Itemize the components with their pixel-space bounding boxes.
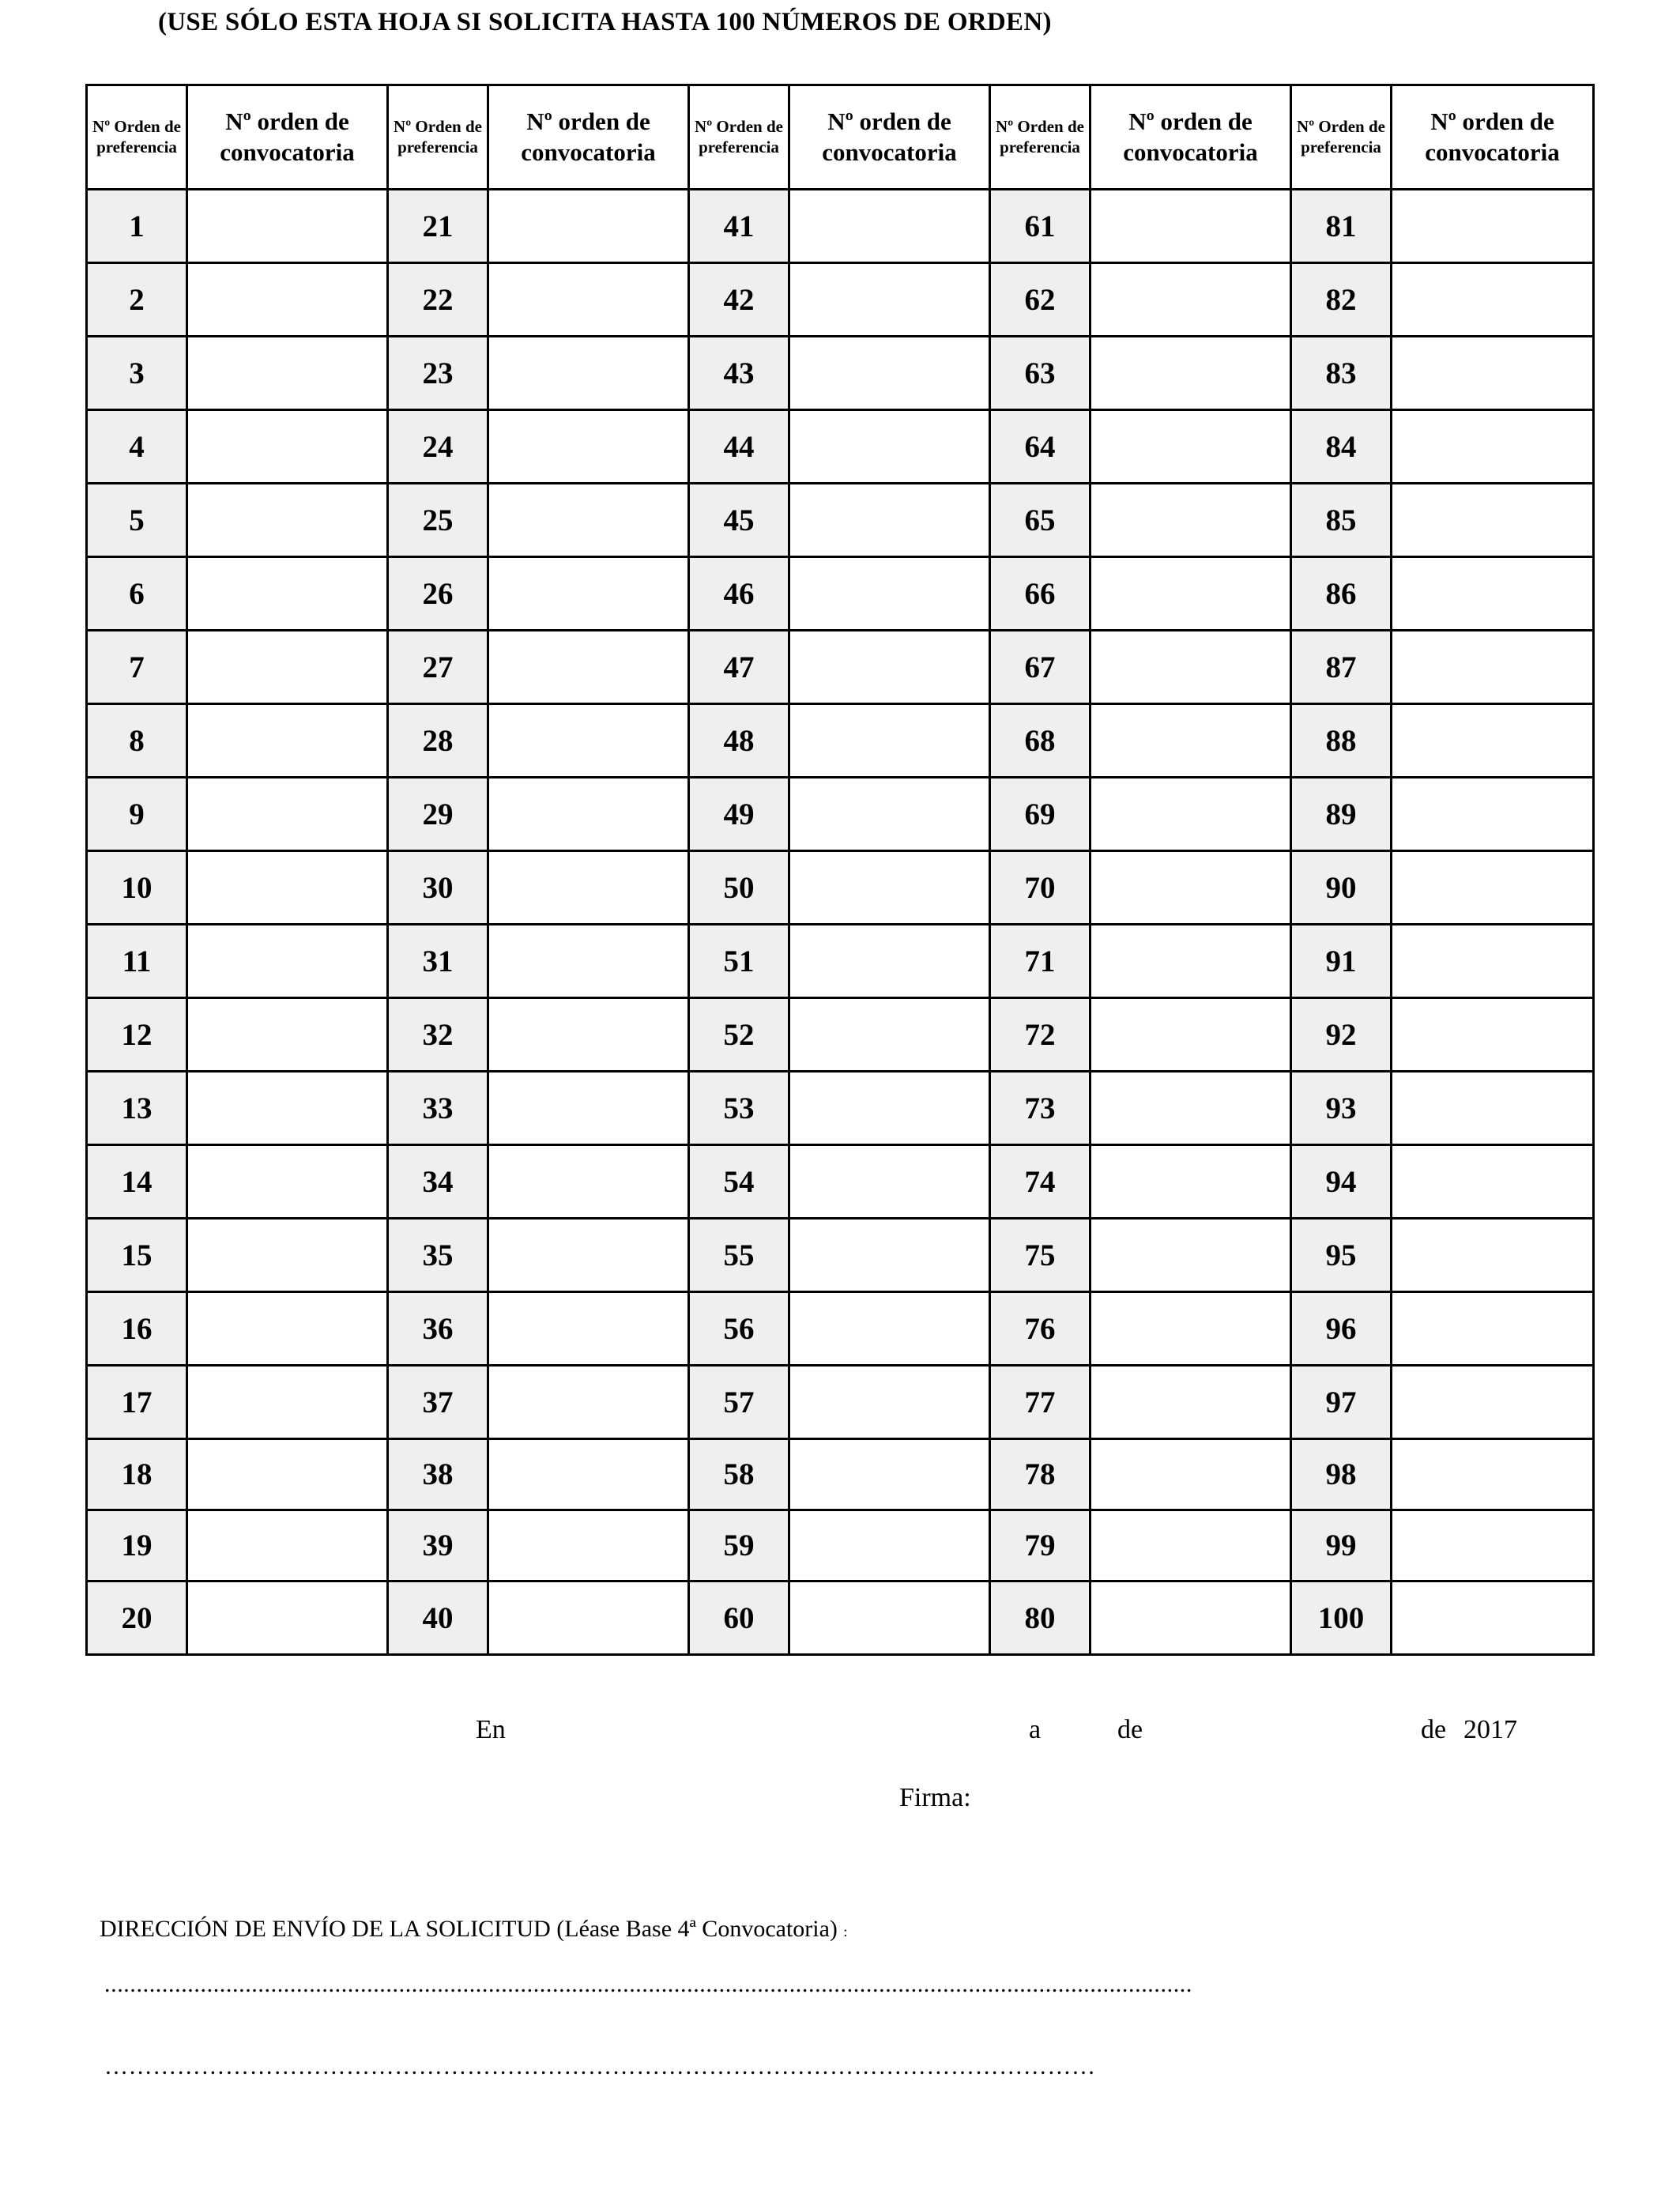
year-value: 2017 xyxy=(1463,1715,1517,1744)
convocatoria-entry-field[interactable] xyxy=(1392,925,1594,998)
preference-number: 47 xyxy=(689,631,789,704)
preference-number: 78 xyxy=(990,1439,1090,1510)
convocatoria-entry-field[interactable] xyxy=(789,190,990,263)
preference-number: 22 xyxy=(388,263,488,337)
preference-number: 12 xyxy=(87,998,187,1072)
place-label: En xyxy=(476,1715,506,1744)
convocatoria-entry-field[interactable] xyxy=(488,1072,689,1145)
convocatoria-entry-field[interactable] xyxy=(1392,704,1594,778)
preference-number: 49 xyxy=(689,778,789,851)
convocatoria-entry-field[interactable] xyxy=(187,851,388,925)
preference-number: 84 xyxy=(1291,410,1392,484)
preference-number: 16 xyxy=(87,1292,187,1366)
header-preference-order: Nº Orden de preferencia xyxy=(1291,85,1392,190)
convocatoria-entry-field[interactable] xyxy=(1392,631,1594,704)
header-convocatoria-order: Nº orden de convocatoria xyxy=(1392,85,1594,190)
preference-number: 60 xyxy=(689,1581,789,1655)
preference-number: 64 xyxy=(990,410,1090,484)
convocatoria-entry-field[interactable] xyxy=(488,484,689,557)
convocatoria-entry-field[interactable] xyxy=(789,263,990,337)
table-row xyxy=(87,998,1594,1072)
preference-number: 44 xyxy=(689,410,789,484)
preference-number: 56 xyxy=(689,1292,789,1366)
preference-number: 94 xyxy=(1291,1145,1392,1219)
convocatoria-entry-field[interactable] xyxy=(1090,631,1291,704)
convocatoria-entry-field[interactable] xyxy=(789,778,990,851)
convocatoria-entry-field[interactable] xyxy=(1090,1292,1291,1366)
convocatoria-entry-field[interactable] xyxy=(187,263,388,337)
preference-number: 40 xyxy=(388,1581,488,1655)
header-preference-order: Nº Orden de preferencia xyxy=(87,85,187,190)
convocatoria-entry-field[interactable] xyxy=(1392,1581,1594,1655)
preference-number: 14 xyxy=(87,1145,187,1219)
table-row xyxy=(87,925,1594,998)
convocatoria-entry-field[interactable] xyxy=(488,190,689,263)
preference-number: 17 xyxy=(87,1366,187,1439)
preference-number: 8 xyxy=(87,704,187,778)
convocatoria-entry-field[interactable] xyxy=(1392,1292,1594,1366)
convocatoria-entry-field[interactable] xyxy=(1392,1219,1594,1292)
table-row xyxy=(87,1510,1594,1581)
preference-number: 33 xyxy=(388,1072,488,1145)
preference-number: 88 xyxy=(1291,704,1392,778)
convocatoria-entry-field[interactable] xyxy=(187,704,388,778)
convocatoria-entry-field[interactable] xyxy=(789,1219,990,1292)
convocatoria-entry-field[interactable] xyxy=(1090,998,1291,1072)
table-row xyxy=(87,263,1594,337)
preference-number: 73 xyxy=(990,1072,1090,1145)
convocatoria-entry-field[interactable] xyxy=(789,337,990,410)
preference-number: 46 xyxy=(689,557,789,631)
preference-number: 48 xyxy=(689,704,789,778)
convocatoria-entry-field[interactable] xyxy=(187,484,388,557)
convocatoria-entry-field[interactable] xyxy=(187,925,388,998)
address-label-colon: : xyxy=(843,1924,848,1940)
header-convocatoria-order: Nº orden de convocatoria xyxy=(187,85,388,190)
convocatoria-entry-field[interactable] xyxy=(1392,1439,1594,1510)
convocatoria-entry-field[interactable] xyxy=(789,631,990,704)
table-header-row xyxy=(87,85,1594,190)
preference-number: 28 xyxy=(388,704,488,778)
table-row xyxy=(87,1072,1594,1145)
preference-number: 80 xyxy=(990,1581,1090,1655)
preference-number: 91 xyxy=(1291,925,1392,998)
header-preference-order: Nº Orden de preferencia xyxy=(388,85,488,190)
preference-number: 10 xyxy=(87,851,187,925)
preference-number: 79 xyxy=(990,1510,1090,1581)
convocatoria-entry-field[interactable] xyxy=(789,1072,990,1145)
preference-number: 90 xyxy=(1291,851,1392,925)
preference-number: 4 xyxy=(87,410,187,484)
convocatoria-entry-field[interactable] xyxy=(1090,1439,1291,1510)
convocatoria-entry-field[interactable] xyxy=(1392,1510,1594,1581)
convocatoria-entry-field[interactable] xyxy=(789,410,990,484)
preference-number: 76 xyxy=(990,1292,1090,1366)
address-dotted-line-2: …………………………………………………………………………………………………………… xyxy=(104,2053,1096,2079)
convocatoria-entry-field[interactable] xyxy=(789,1581,990,1655)
preference-number: 54 xyxy=(689,1145,789,1219)
preference-number: 36 xyxy=(388,1292,488,1366)
table-row xyxy=(87,1219,1594,1292)
convocatoria-entry-field[interactable] xyxy=(1392,851,1594,925)
convocatoria-entry-field[interactable] xyxy=(1392,410,1594,484)
table-row xyxy=(87,778,1594,851)
preference-number: 65 xyxy=(990,484,1090,557)
preference-number: 53 xyxy=(689,1072,789,1145)
preference-number: 15 xyxy=(87,1219,187,1292)
preference-number: 95 xyxy=(1291,1219,1392,1292)
convocatoria-entry-field[interactable] xyxy=(488,1366,689,1439)
header-preference-order: Nº Orden de preferencia xyxy=(689,85,789,190)
convocatoria-entry-field[interactable] xyxy=(187,1292,388,1366)
convocatoria-entry-field[interactable] xyxy=(1090,484,1291,557)
preference-number: 27 xyxy=(388,631,488,704)
preference-number: 97 xyxy=(1291,1366,1392,1439)
preference-number: 39 xyxy=(388,1510,488,1581)
preference-number: 11 xyxy=(87,925,187,998)
preference-number: 89 xyxy=(1291,778,1392,851)
address-label-text: DIRECCIÓN DE ENVÍO DE LA SOLICITUD (Léase Base 4ª Convocatoria) xyxy=(100,1916,838,1942)
preference-number: 57 xyxy=(689,1366,789,1439)
preference-number: 82 xyxy=(1291,263,1392,337)
convocatoria-entry-field[interactable] xyxy=(789,925,990,998)
table-row xyxy=(87,484,1594,557)
convocatoria-entry-field[interactable] xyxy=(1090,1145,1291,1219)
header-convocatoria-order: Nº orden de convocatoria xyxy=(488,85,689,190)
preference-number: 74 xyxy=(990,1145,1090,1219)
table-row xyxy=(87,704,1594,778)
convocatoria-entry-field[interactable] xyxy=(1090,1581,1291,1655)
convocatoria-entry-field[interactable] xyxy=(488,925,689,998)
convocatoria-entry-field[interactable] xyxy=(1392,1366,1594,1439)
preference-number: 72 xyxy=(990,998,1090,1072)
convocatoria-entry-field[interactable] xyxy=(488,1219,689,1292)
preference-number: 42 xyxy=(689,263,789,337)
convocatoria-entry-field[interactable] xyxy=(187,1366,388,1439)
preference-number: 93 xyxy=(1291,1072,1392,1145)
convocatoria-entry-field[interactable] xyxy=(1392,1072,1594,1145)
preference-number: 20 xyxy=(87,1581,187,1655)
preference-number: 41 xyxy=(689,190,789,263)
preference-number: 3 xyxy=(87,337,187,410)
preference-number: 67 xyxy=(990,631,1090,704)
preference-number: 83 xyxy=(1291,337,1392,410)
preference-number: 87 xyxy=(1291,631,1392,704)
preference-number: 9 xyxy=(87,778,187,851)
table-row xyxy=(87,631,1594,704)
convocatoria-entry-field[interactable] xyxy=(1090,1510,1291,1581)
preference-number: 92 xyxy=(1291,998,1392,1072)
preference-number: 2 xyxy=(87,263,187,337)
convocatoria-entry-field[interactable] xyxy=(187,998,388,1072)
preference-number: 59 xyxy=(689,1510,789,1581)
convocatoria-entry-field[interactable] xyxy=(187,1145,388,1219)
preference-number: 18 xyxy=(87,1439,187,1510)
convocatoria-entry-field[interactable] xyxy=(187,1581,388,1655)
preference-number: 43 xyxy=(689,337,789,410)
table-row xyxy=(87,190,1594,263)
convocatoria-entry-field[interactable] xyxy=(187,557,388,631)
year-separator-label: de xyxy=(1421,1715,1447,1744)
convocatoria-entry-field[interactable] xyxy=(488,631,689,704)
preference-number: 32 xyxy=(388,998,488,1072)
convocatoria-entry-field[interactable] xyxy=(488,851,689,925)
convocatoria-entry-field[interactable] xyxy=(488,704,689,778)
preference-number: 100 xyxy=(1291,1581,1392,1655)
preference-number: 52 xyxy=(689,998,789,1072)
convocatoria-entry-field[interactable] xyxy=(1392,557,1594,631)
convocatoria-entry-field[interactable] xyxy=(488,1581,689,1655)
convocatoria-entry-field[interactable] xyxy=(1090,704,1291,778)
convocatoria-entry-field[interactable] xyxy=(1392,337,1594,410)
preference-number: 24 xyxy=(388,410,488,484)
convocatoria-entry-field[interactable] xyxy=(1392,1145,1594,1219)
preference-number: 19 xyxy=(87,1510,187,1581)
preference-number: 77 xyxy=(990,1366,1090,1439)
convocatoria-entry-field[interactable] xyxy=(488,1292,689,1366)
convocatoria-entry-field[interactable] xyxy=(488,263,689,337)
preference-number: 81 xyxy=(1291,190,1392,263)
convocatoria-entry-field[interactable] xyxy=(789,1292,990,1366)
preference-number: 58 xyxy=(689,1439,789,1510)
preference-number: 7 xyxy=(87,631,187,704)
convocatoria-entry-field[interactable] xyxy=(1090,190,1291,263)
convocatoria-entry-field[interactable] xyxy=(789,704,990,778)
convocatoria-entry-field[interactable] xyxy=(789,1510,990,1581)
convocatoria-entry-field[interactable] xyxy=(488,1145,689,1219)
table-row xyxy=(87,1581,1594,1655)
convocatoria-entry-field[interactable] xyxy=(488,1439,689,1510)
header-convocatoria-order: Nº orden de convocatoria xyxy=(1090,85,1291,190)
page-title: (USE SÓLO ESTA HOJA SI SOLICITA HASTA 100 NÚMEROS DE ORDEN) xyxy=(158,8,1052,36)
convocatoria-entry-field[interactable] xyxy=(488,1510,689,1581)
preference-number: 23 xyxy=(388,337,488,410)
convocatoria-entry-field[interactable] xyxy=(1090,1072,1291,1145)
address-label xyxy=(100,1916,847,1943)
preference-number: 86 xyxy=(1291,557,1392,631)
preference-number: 85 xyxy=(1291,484,1392,557)
convocatoria-entry-field[interactable] xyxy=(187,1439,388,1510)
convocatoria-entry-field[interactable] xyxy=(488,410,689,484)
preference-number: 6 xyxy=(87,557,187,631)
convocatoria-entry-field[interactable] xyxy=(1090,557,1291,631)
convocatoria-entry-field[interactable] xyxy=(1090,410,1291,484)
preference-number: 71 xyxy=(990,925,1090,998)
convocatoria-entry-field[interactable] xyxy=(789,557,990,631)
convocatoria-entry-field[interactable] xyxy=(789,484,990,557)
preference-number: 13 xyxy=(87,1072,187,1145)
preference-number: 21 xyxy=(388,190,488,263)
preference-number: 99 xyxy=(1291,1510,1392,1581)
convocatoria-entry-field[interactable] xyxy=(1090,337,1291,410)
convocatoria-entry-field[interactable] xyxy=(488,778,689,851)
preference-number: 5 xyxy=(87,484,187,557)
preference-number: 61 xyxy=(990,190,1090,263)
table-row xyxy=(87,1366,1594,1439)
header-preference-order: Nº Orden de preferencia xyxy=(990,85,1090,190)
convocatoria-entry-field[interactable] xyxy=(187,410,388,484)
convocatoria-entry-field[interactable] xyxy=(1090,1219,1291,1292)
convocatoria-entry-field[interactable] xyxy=(789,1145,990,1219)
convocatoria-entry-field[interactable] xyxy=(187,778,388,851)
convocatoria-entry-field[interactable] xyxy=(1090,1366,1291,1439)
preference-number: 70 xyxy=(990,851,1090,925)
month-separator-label: de xyxy=(1117,1715,1143,1744)
preference-number: 38 xyxy=(388,1439,488,1510)
convocatoria-entry-field[interactable] xyxy=(488,998,689,1072)
preference-number: 35 xyxy=(388,1219,488,1292)
preference-number: 63 xyxy=(990,337,1090,410)
preference-number: 69 xyxy=(990,778,1090,851)
table-row xyxy=(87,1292,1594,1366)
table-row xyxy=(87,1439,1594,1510)
convocatoria-entry-field[interactable] xyxy=(1090,263,1291,337)
table-row xyxy=(87,851,1594,925)
convocatoria-entry-field[interactable] xyxy=(789,851,990,925)
convocatoria-entry-field[interactable] xyxy=(488,337,689,410)
convocatoria-entry-field[interactable] xyxy=(187,631,388,704)
preference-number: 98 xyxy=(1291,1439,1392,1510)
preference-number: 25 xyxy=(388,484,488,557)
preference-number: 75 xyxy=(990,1219,1090,1292)
convocatoria-entry-field[interactable] xyxy=(1090,851,1291,925)
preference-number: 68 xyxy=(990,704,1090,778)
table-row xyxy=(87,557,1594,631)
preference-number: 66 xyxy=(990,557,1090,631)
convocatoria-entry-field[interactable] xyxy=(1392,778,1594,851)
convocatoria-entry-field[interactable] xyxy=(187,1072,388,1145)
convocatoria-entry-field[interactable] xyxy=(1392,190,1594,263)
convocatoria-entry-field[interactable] xyxy=(1090,778,1291,851)
preference-number: 30 xyxy=(388,851,488,925)
preference-number: 34 xyxy=(388,1145,488,1219)
preference-number: 31 xyxy=(388,925,488,998)
preference-number: 1 xyxy=(87,190,187,263)
preference-number: 45 xyxy=(689,484,789,557)
signature-label: Firma: xyxy=(899,1783,971,1812)
convocatoria-entry-field[interactable] xyxy=(187,1510,388,1581)
preference-number: 37 xyxy=(388,1366,488,1439)
address-dotted-line-1: .......................................................................................................................................................................... xyxy=(104,1971,1192,1997)
convocatoria-entry-field[interactable] xyxy=(789,1366,990,1439)
preference-table xyxy=(85,84,1595,1656)
preference-number: 55 xyxy=(689,1219,789,1292)
header-convocatoria-order: Nº orden de convocatoria xyxy=(789,85,990,190)
preference-number: 62 xyxy=(990,263,1090,337)
convocatoria-entry-field[interactable] xyxy=(488,557,689,631)
convocatoria-entry-field[interactable] xyxy=(1090,925,1291,998)
preference-number: 96 xyxy=(1291,1292,1392,1366)
convocatoria-entry-field[interactable] xyxy=(1392,998,1594,1072)
convocatoria-entry-field[interactable] xyxy=(789,1439,990,1510)
convocatoria-entry-field[interactable] xyxy=(1392,263,1594,337)
table-row xyxy=(87,1145,1594,1219)
preference-number: 29 xyxy=(388,778,488,851)
day-separator-label: a xyxy=(1029,1715,1042,1744)
table-row xyxy=(87,410,1594,484)
convocatoria-entry-field[interactable] xyxy=(187,337,388,410)
convocatoria-entry-field[interactable] xyxy=(187,1219,388,1292)
preference-number: 50 xyxy=(689,851,789,925)
convocatoria-entry-field[interactable] xyxy=(1392,484,1594,557)
convocatoria-entry-field[interactable] xyxy=(187,190,388,263)
convocatoria-entry-field[interactable] xyxy=(789,998,990,1072)
preference-number: 26 xyxy=(388,557,488,631)
table-row xyxy=(87,337,1594,410)
preference-number: 51 xyxy=(689,925,789,998)
